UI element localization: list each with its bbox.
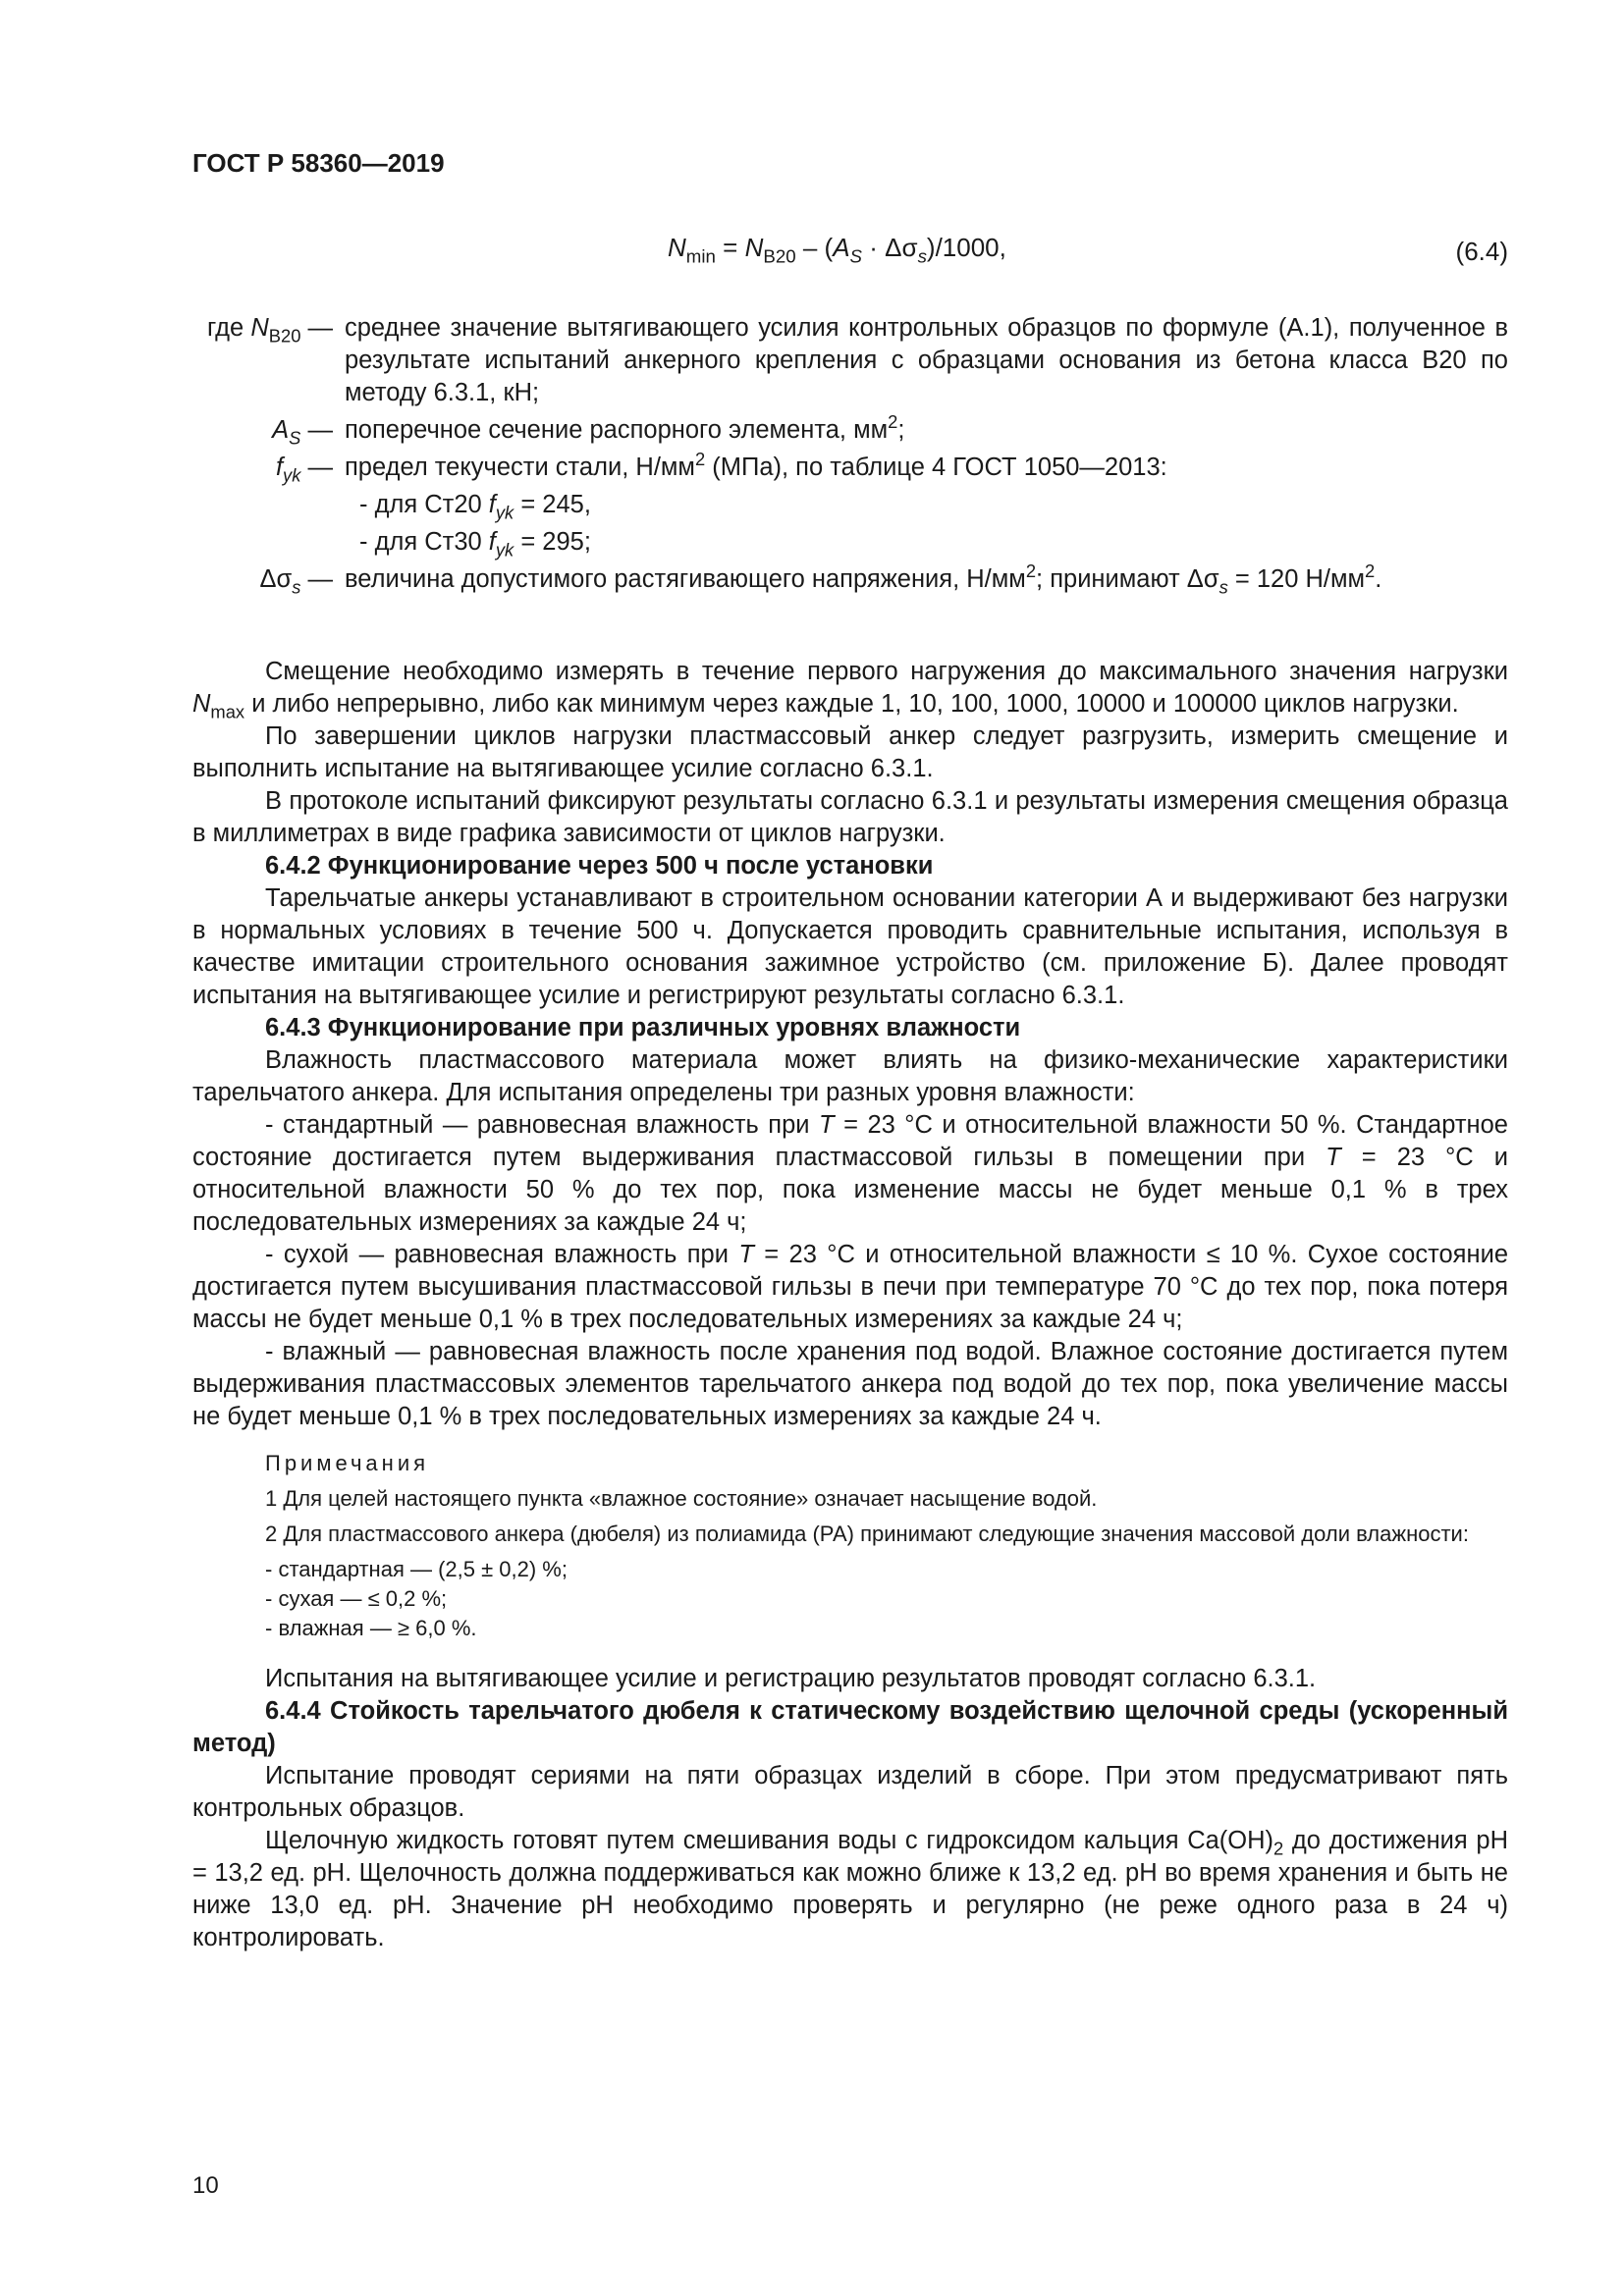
note-item: 2 Для пластмассового анкера (дюбеля) из полиамида (РА) принимают следующие значения массовой доли влажности: (265, 1522, 1469, 1546)
steel-item-st30: - для Ст30 $f_{yk} = 295$; (359, 528, 591, 561)
definition-delta-sigma: $\Delta\sigma_s$ — величина допустимого растягивающего напряжения, $Н/мм^2$; принимают $\Delta\sigma_s = 120$ $Н/мм^2$. (192, 563, 1508, 596)
note-item: 1 Для целей настоящего пункта «влажное состояние» означает насыщение водой. (265, 1486, 1098, 1511)
paragraph: Тарельчатые анкеры устанавливают в строительном основании категории А и выдерживают без нагрузки в нормальных условиях в течение 500 ч. Допускается проводить сравнительные испытания, используя в качестве имитации строительного основания зажимное устройство (см. приложение Б). Далее проводят испытания на вытягивающее усилие и регистрируют результаты согласно 6.3.1. (192, 884, 1508, 1009)
document-body (192, 656, 1508, 1954)
humidity-item-wet: - влажный — равновесная влажность после хранения под водой. Влажное состояние достигается путем выдерживания пластмассовых элементов тарельчатого анкера под водой до тех пор, пока увеличение массы не будет меньше 0,1 % в трех последовательных измерениях за каждые 24 ч. (192, 1338, 1508, 1430)
note-list-item: - стандартная — (2,5 ± 0,2) %; (265, 1557, 568, 1581)
definition-text: предел текучести стали, $Н/мм^2$ (МПа), по таблице 4 ГОСТ 1050—2013: (345, 448, 1167, 481)
definition-text: среднее значение вытягивающего усилия контрольных образцов по формуле (А.1), полученное в результате испытаний анкерного крепления с образцами основания из бетона класса В20 по методу 6.3.1, кН; (345, 314, 1508, 406)
steel-item-st20: - для Ст20 $f_{yk} = 245$, (359, 491, 591, 523)
paragraph: Щелочную жидкость готовят путем смешивания воды с гидроксидом кальция $Ca(OH)_2$ до достижения pH = 13,2 ед. pH. Щелочность должна поддерживаться как можно ближе к 13,2 ед. pH во время хранения и быть не ниже 13,0 ед. pH. Значение pH необходимо проверять и регулярно (не реже одного раза в 24 ч) контролировать. (192, 1827, 1508, 1951)
paragraph: Испытания на вытягивающее усилие и регистрацию результатов проводят согласно 6.3.1. (265, 1665, 1317, 1692)
definitions-list (192, 312, 1508, 601)
notes-block (192, 1449, 1508, 1643)
humidity-item-dry: - сухой — равновесная влажность при T = 23 °С и относительной влажности ≤ 10 %. Сухое состояние достигается путем высушивания пластмассовой гильзы в печи при температуре 70 °С до тех пор, пока потеря массы не будет меньше 0,1 % в трех последовательных измерениях за каждые 24 ч; (192, 1241, 1509, 1333)
paragraph: По завершении циклов нагрузки пластмассовый анкер следует разгрузить, измерить смещение и выполнить испытание на вытягивающее усилие согласно 6.3.1. (192, 722, 1508, 782)
paragraph: Влажность пластмассового материала может влиять на физико-механические характеристики тарельчатого анкера. Для испытания определены три разных уровня влажности: (192, 1046, 1508, 1106)
paragraph: Испытание проводят сериями на пяти образцах изделий в сборе. При этом предусматривают пять контрольных образцов. (192, 1762, 1508, 1822)
note-list-item: - влажная — ≥ 6,0 %. (265, 1616, 477, 1640)
paragraph: В протоколе испытаний фиксируют результаты согласно 6.3.1 и результаты измерения смещения образца в миллиметрах в виде графика зависимости от циклов нагрузки. (192, 787, 1508, 847)
paragraph: Смещение необходимо измерять в течение первого нагружения до максимального значения нагрузки $N_{max}$ и либо непрерывно, либо как минимум через каждые 1, 10, 100, 1000, 10000 и 100000 циклов нагрузки. (192, 658, 1508, 722)
note-list-item: - сухая — ≤ 0,2 %; (265, 1586, 448, 1611)
definition-as: $A_S$ — поперечное сечение распорного элемента, $мм^2$; (192, 414, 1508, 447)
definition-nb20: где $N_{B20}$ — среднее значение вытягивающего усилия контрольных образцов по формуле (А.1), полученное в результате испытаний анкерного крепления с образцами основания из бетона класса В20 по методу 6.3.1, кН; (192, 312, 1508, 409)
formula-6-4: $N_{min} = N_{B20} - (A_S \cdot \Delta\sigma_s)/1000$, (668, 233, 1006, 267)
definition-fyk: $f_{yk}$ — предел текучести стали, $Н/мм^2$ (МПа), по таблице 4 ГОСТ 1050—2013: (192, 452, 1508, 484)
section-continuation (192, 1663, 1508, 1954)
definition-text: поперечное сечение распорного элемента, $мм^2$; (345, 410, 905, 444)
notes-title: Примечания (265, 1451, 430, 1475)
page-number: 10 (192, 2172, 219, 2199)
section-heading-6-4-2: 6.4.2 Функционирование через 500 ч после установки (265, 852, 934, 880)
definition-text: величина допустимого растягивающего напряжения, $Н/мм^2$; принимают $\Delta\sigma_s = 120$ $Н/мм^2$. (345, 560, 1382, 598)
section-heading-6-4-4: 6.4.4 Стойкость тарельчатого дюбеля к статическому воздействию щелочной среды (ускоренный метод) (192, 1697, 1508, 1757)
section-heading-6-4-3: 6.4.3 Функционирование при различных уровнях влажности (265, 1014, 1021, 1041)
humidity-item-standard: - стандартный — равновесная влажность при T = 23 °С и относительной влажности 50 %. Стандартное состояние достигается путем выдерживания пластмассовой гильзы в помещении при T = 23 °С и относительной влажности 50 % до тех пор, пока изменение массы не будет меньше 0,1 % в трех последовательных измерениях за каждые 24 ч; (192, 1111, 1509, 1236)
document-header: ГОСТ Р 58360—2019 (192, 148, 445, 178)
formula-number: (6.4) (1455, 237, 1508, 266)
